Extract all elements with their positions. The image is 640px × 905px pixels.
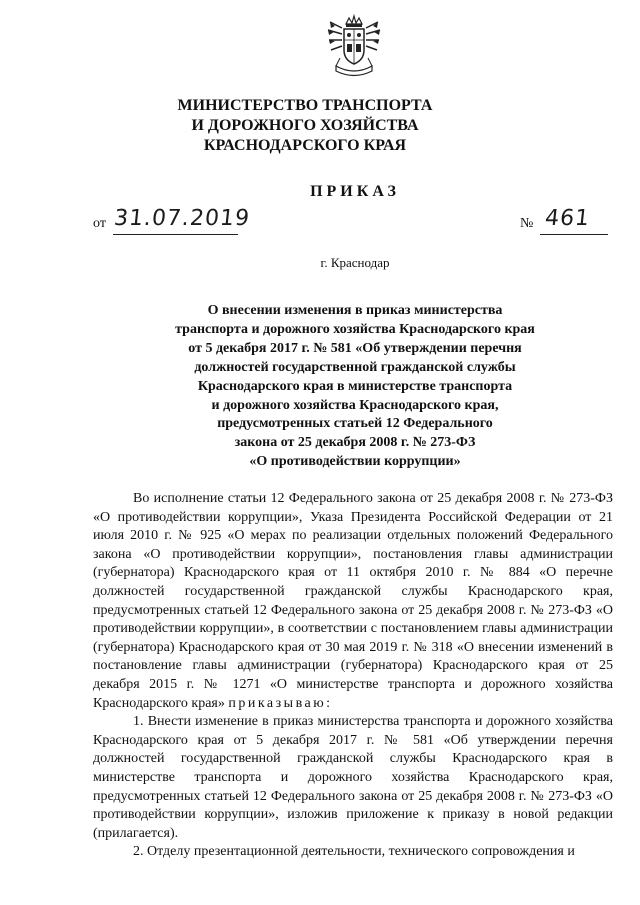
city: г. Краснодар — [320, 255, 390, 270]
preamble-paragraph — [93, 490, 613, 713]
order-title: ПРИКАЗ — [310, 183, 400, 200]
order-word: приказываю: — [228, 695, 333, 711]
subject-line: закона от 25 декабря 2008 г. № 273-ФЗ — [234, 435, 476, 451]
subject-line: О внесении изменения в приказ министерства — [207, 303, 503, 318]
subject-line: «О противодействии коррупции» — [249, 454, 461, 470]
subject-line: от 5 декабря 2017 г. № 581 «Об утверждении перечня — [188, 340, 522, 356]
ministry-line: КРАСНОДАРСКОГО КРАЯ — [203, 137, 407, 154]
coat-of-arms-emblem — [326, 14, 382, 80]
order-number-handwritten: 461 — [543, 206, 592, 231]
subject-line: предусмотренных статьей 12 Федерального — [217, 416, 493, 432]
subject-line: Краснодарского края в министерстве транспорта — [197, 378, 513, 394]
ministry-name — [150, 96, 460, 156]
item-1-paragraph: 1. Внести изменение в приказ министерства транспорта и дорожного хозяйства Краснодарского края от 5 декабря 2017 г. № 581 «Об утверждении перечня должностей государственной гражданской службы Краснодарского края в министерстве транспорта и дорожного хозяйства Краснодарского края, предусмотренных статьей 12 Федерального закона от 25 декабря 2008 г. № 273-ФЗ «О противодействии коррупции», изложив приложение к приказу в новой редакции (прилагается). — [93, 714, 613, 841]
date-underline — [113, 234, 238, 235]
order-body — [93, 490, 613, 862]
subject-line: и дорожного хозяйства Краснодарского края, — [211, 397, 499, 413]
order-date-handwritten: 31.07.2019 — [112, 206, 252, 231]
date-label: от — [93, 216, 106, 231]
preamble-text: Во исполнение статьи 12 Федерального закона от 25 декабря 2008 г. № 273-ФЗ «О противодействии коррупции», Указа Президента Российской Федерации от 21 июля 2010 г. № 925 «О мерах по реализации отдельных положений Федерального закона «О противодействии коррупции», постановления главы администрации (губернатора) Краснодарского края от 11 октября 2010 г. № 884 «О перечне должностей государственной гражданской службы Краснодарского края, предусмотренных статьей 12 Федерального закона от 25 декабря 2008 г. № 273-ФЗ «О противодействии коррупции», в соответствии с постановлением главы администрации (губернатора) Краснодарского края от 30 мая 2019 г. № 318 «О внесении изменений в постановление главы администрации (губернатора) Краснодарского края от 25 декабря 2015 г. № 1271 «О министерстве транспорта и дорожного хозяйства Краснодарского края» — [93, 491, 613, 711]
ministry-line: И ДОРОЖНОГО ХОЗЯЙСТВА — [191, 117, 419, 134]
subject-line: должностей государственной гражданской службы — [194, 359, 516, 375]
order-subject — [120, 302, 590, 472]
number-label: № — [520, 216, 534, 231]
subject-line: транспорта и дорожного хозяйства Краснодарского края — [175, 321, 535, 337]
number-underline — [540, 234, 608, 235]
item-2-paragraph: 2. Отделу презентационной деятельности, технического сопровождения и — [133, 844, 575, 860]
ministry-line: МИНИСТЕРСТВО ТРАНСПОРТА — [177, 97, 433, 114]
